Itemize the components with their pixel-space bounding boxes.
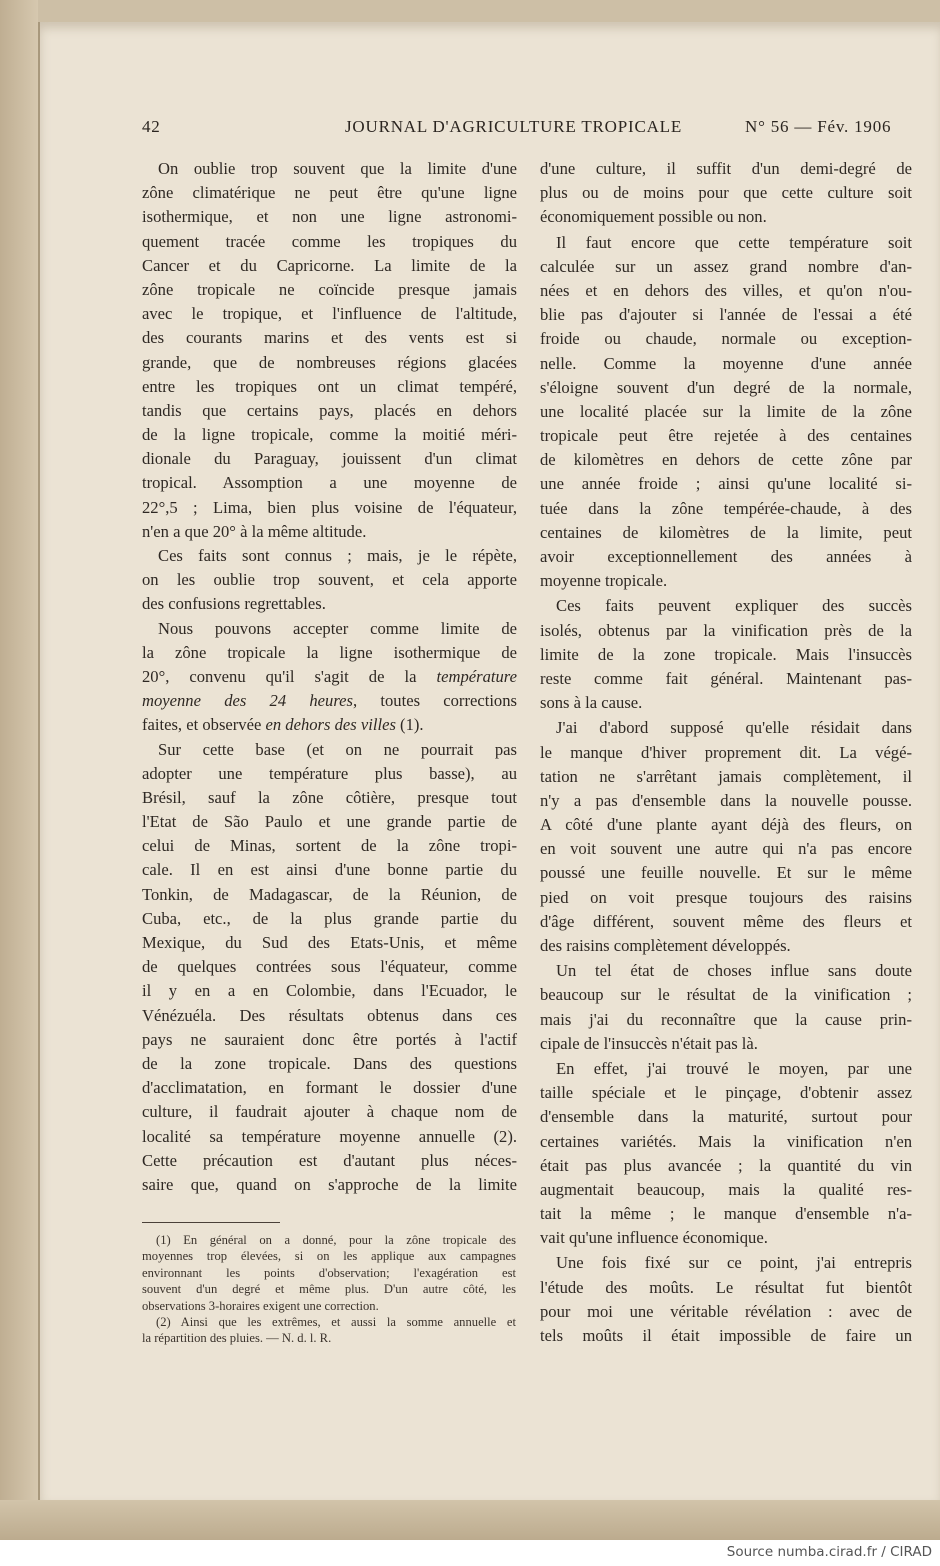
binding-edge — [0, 0, 38, 1540]
text-line: économiquement possible ou non. — [540, 207, 767, 227]
text-line — [142, 665, 517, 689]
paragraph — [142, 544, 517, 617]
paragraph — [142, 738, 517, 1198]
text-line: l'étude des moûts. Le résultat fut bientôt — [540, 1277, 912, 1297]
text-line: 22°,5 ; Lima, bien plus voisine de l'équateur, — [142, 497, 517, 517]
text-line: (2) Ainsi que les extrêmes, et aussi la somme annuelle et — [156, 1314, 516, 1329]
text-line: pied on voit presque toujours des raisins — [540, 887, 912, 907]
text-line: centaines de kilomètres de la limite, peut — [540, 522, 912, 542]
paragraph — [142, 1232, 516, 1314]
text-line: Brésil, sauf la zône côtière, presque tout — [142, 787, 517, 807]
text-line: dionale du Paraguay, jouissent d'un climat — [142, 449, 517, 469]
text-line: tait la même ; le manque d'ensemble n'a- — [540, 1204, 912, 1224]
text-line: froide ou chaude, normale ou exception- — [540, 329, 912, 349]
paragraph — [540, 231, 912, 594]
text-line — [142, 713, 517, 737]
text-line: adopter une température plus basse), au — [142, 763, 517, 783]
paragraph — [540, 959, 912, 1056]
text-line: tandis que certains pays, placés en dehors — [142, 400, 517, 420]
text-line: d'une culture, il suffit d'un demi-degré de — [540, 159, 912, 178]
page-bottom-edge — [0, 1500, 940, 1540]
issue-date: N° 56 — Fév. 1906 — [745, 117, 892, 136]
text-line: En effet, j'ai trouvé le moyen, par une — [556, 1058, 912, 1078]
text-line: tation ne s'arrêtant jamais complètement, il — [540, 766, 912, 786]
text-line: pays ne sauraient donc être portés à l'actif — [142, 1029, 517, 1049]
text-line: en voit souvent une autre qui n'a pas encore — [540, 839, 912, 859]
text-column-left — [142, 157, 517, 1197]
source-caption: Source numba.cirad.fr / CIRAD — [726, 1544, 932, 1560]
text-line: une année froide ; ainsi qu'une localité si- — [540, 474, 912, 494]
text-line: celui de Minas, sortent de la zône tropi- — [142, 836, 517, 856]
text-line: Mexique, du Sud des Etats-Unis, et même — [142, 933, 517, 952]
text-line: de quelques contrées sous l'équateur, comme — [142, 957, 517, 977]
text-line: Nous pouvons accepter comme limite de — [158, 618, 517, 638]
text-line: environnant les points d'observation; l'exagération est — [142, 1265, 516, 1280]
text-line: des courants marins et des vents est si — [142, 328, 517, 348]
text-line: des raisins complètement développés. — [540, 936, 791, 955]
page-number: 42 — [142, 117, 161, 136]
text-line: taille spéciale et le pinçage, d'obtenir assez — [540, 1083, 912, 1103]
text-line: nelle. Comme la moyenne d'une année — [540, 353, 912, 373]
paragraph — [540, 716, 912, 958]
text-line: entre les tropiques ont un climat tempéré, — [142, 376, 517, 396]
text-line: Vénézuéla. Des résultats obtenus dans ces — [142, 1005, 517, 1025]
text-line: beaucoup sur le résultat de la vinification ; — [540, 985, 912, 1005]
text-line: Une fois fixé sur ce point, j'ai entrepris — [556, 1253, 912, 1273]
text-line: nées et en dehors des villes, et qu'on n'ou- — [540, 280, 912, 300]
text-line: d'ensemble dans la maturité, surtout pour — [540, 1107, 912, 1127]
text-line: quement tracée comme les tropiques du — [142, 231, 517, 251]
text-line: la répartition des pluies. — N. d. l. R. — [142, 1331, 332, 1346]
italic-text: moyenne des 24 heures — [142, 691, 354, 711]
text-line: tels moûts il était impossible de faire un — [540, 1326, 912, 1345]
text-line: (1) En général on a donné, pour la zône tropicale des — [156, 1233, 516, 1247]
text-line: sons à la cause. — [540, 693, 643, 713]
text-line: Cancer et du Capricorne. La limite de la — [142, 255, 517, 275]
text-line: Il faut encore que cette température soit — [556, 232, 912, 252]
text-line: s'éloigne souvent d'un degré de la normale, — [540, 377, 912, 397]
text-line: tropical. Assomption a une moyenne de — [142, 473, 517, 493]
italic-text: température — [436, 666, 517, 686]
text-line: observations 3-horaires exigent une correction. — [142, 1298, 379, 1313]
text-line: plus ou de moins pour que cette culture soit — [540, 183, 912, 203]
text-line: de la ligne tropicale, comme la moitié méri- — [142, 425, 517, 445]
text-line: la zône tropicale la ligne isothermique de — [142, 642, 517, 662]
text-line: augmentait beaucoup, mais la qualité res- — [540, 1179, 912, 1199]
text-line: zône climatérique ne peut être qu'une ligne — [142, 183, 517, 203]
text-line: était pas plus avancée ; la quantité du vin — [540, 1155, 912, 1175]
text-line: Cette précaution est d'autant plus néces- — [142, 1150, 517, 1170]
text-line: isothermique, et non une ligne astronomi- — [142, 207, 517, 227]
text-line — [142, 689, 517, 713]
text-line: d'âge différent, souvent même des fleurs et — [540, 911, 912, 931]
text-line: souvent d'un degré et même plus. D'un autre côté, les — [142, 1282, 516, 1297]
text-line: cale. Il en est ainsi d'une bonne partie du — [142, 860, 517, 880]
text-segment: (1). — [395, 715, 424, 735]
text-line: d'acclimatation, en formant le dossier d'une — [142, 1078, 517, 1098]
paragraph — [540, 594, 912, 715]
text-line: n'en a que 20° à la même altitude. — [142, 521, 367, 541]
text-line: limite de la zone tropicale. Mais l'insuccès — [540, 644, 912, 664]
text-line: culture, il faudrait ajouter à chaque nom de — [142, 1102, 517, 1122]
paragraph — [142, 157, 517, 544]
text-segment: , toutes corrections — [353, 691, 517, 711]
footnotes — [142, 1232, 516, 1347]
text-segment: faites, et observée — [142, 715, 266, 735]
text-segment: 20°, convenu qu'il s'agit de la — [142, 666, 437, 686]
text-line: J'ai d'abord supposé qu'elle résidait dans — [556, 718, 912, 738]
text-line: avec le tropique, et l'influence de l'altitude, — [142, 304, 517, 324]
text-line: de kilomètres en dehors de cette zône par — [540, 450, 912, 470]
paragraph — [540, 1057, 912, 1251]
text-line: A côté d'une plante ayant déjà des fleurs, on — [540, 815, 912, 835]
text-line: zône tropicale ne coïncide presque jamais — [142, 279, 517, 299]
text-line: une localité placée sur la limite de la zône — [540, 401, 912, 421]
text-line: moyenne tropicale. — [540, 571, 668, 591]
text-line: avoir exceptionnellement des années à — [540, 547, 912, 566]
text-line: Ces faits sont connus ; mais, je le répète, — [158, 546, 517, 565]
text-line: vait qu'une influence économique. — [540, 1228, 768, 1248]
text-line: cipale de l'insuccès n'était pas là. — [540, 1033, 758, 1053]
text-line: isolés, obtenus par la vinification près de la — [540, 620, 912, 640]
text-line: localité sa température moyenne annuelle (2). — [142, 1126, 517, 1146]
text-line: saire que, quand on s'approche de la limite — [142, 1174, 517, 1194]
journal-title: JOURNAL D'AGRICULTURE TROPICALE — [345, 117, 683, 136]
footnote-divider — [142, 1222, 280, 1223]
paragraph — [142, 1314, 516, 1347]
text-line: Cuba, etc., de la plus grande partie du — [142, 908, 517, 928]
text-line: mais j'ai du reconnaître que la cause prin- — [540, 1009, 912, 1029]
text-column-right — [540, 157, 912, 1349]
paragraph — [540, 1251, 912, 1348]
text-line: moyennes trop élevées, si on les applique aux campagnes — [142, 1249, 516, 1264]
text-line: Un tel état de choses influe sans doute — [556, 961, 912, 981]
text-line: grande, que de nombreuses régions glacées — [142, 352, 517, 372]
text-line: pour moi une véritable révélation : avec de — [540, 1301, 912, 1321]
text-line: On oublie trop souvent que la limite d'une — [158, 159, 517, 178]
text-line: tropicale peut être rejetée à des centaines — [540, 426, 912, 446]
text-line: Ces faits peuvent expliquer des succès — [556, 596, 912, 616]
text-line: certaines variétés. Mais la vinification n'en — [540, 1131, 912, 1151]
text-line: Sur cette base (et on ne pourrait pas — [158, 739, 517, 759]
text-line: le manque d'hiver proprement dit. La végé- — [540, 742, 912, 762]
text-line: poussé une feuille nouvelle. Et sur le même — [540, 863, 912, 883]
paragraph — [540, 157, 912, 230]
text-line: blie pas d'ajouter si l'année de l'essai a été — [540, 305, 912, 325]
text-line: l'Etat de São Paulo et une grande partie de — [142, 812, 517, 832]
text-line: on les oublie trop souvent, et cela apporte — [142, 570, 517, 590]
text-line: il y en a en Colombie, dans l'Ecuador, le — [142, 981, 517, 1001]
text-line: tuée dans la zône tempérée-chaude, à des — [540, 498, 912, 518]
text-line: Tonkin, de Madagascar, de la Réunion, de — [142, 884, 517, 904]
italic-text: en dehors des villes — [265, 715, 396, 735]
text-line: calculée sur un assez grand nombre d'an- — [540, 256, 912, 276]
text-line: des confusions regrettables. — [142, 594, 326, 614]
text-line: n'y a pas d'ensemble dans la nouvelle pousse. — [540, 790, 912, 810]
paragraph — [142, 617, 517, 738]
text-line: de la zone tropicale. Dans des questions — [142, 1053, 517, 1073]
text-line: reste comme fait général. Maintenant pas- — [540, 668, 912, 688]
